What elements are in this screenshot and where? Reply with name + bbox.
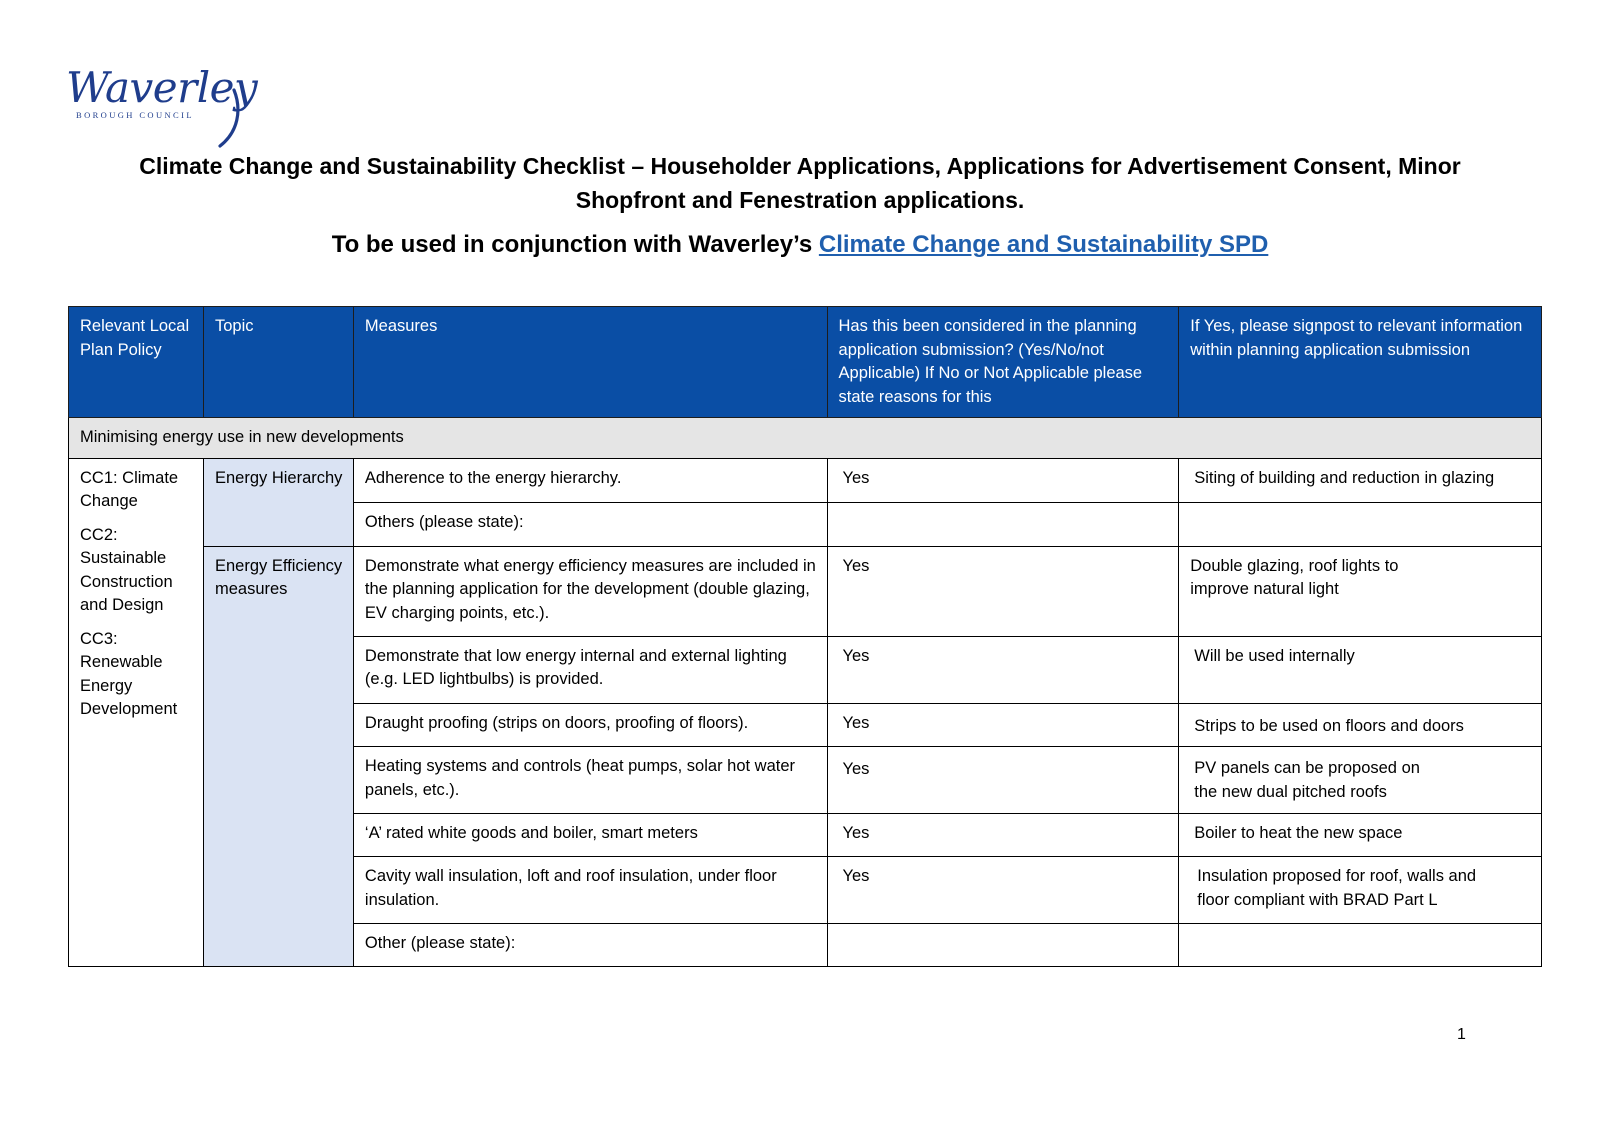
policy-cc1: CC1: Climate Change: [80, 468, 179, 510]
policy-cc3: CC3: Renewable Energy Development: [80, 629, 178, 718]
header-considered: Has this been considered in the planning application submission? (Yes/No/not Applicable) If No or Not Applicable please state reasons for this: [827, 307, 1179, 418]
policy-cell: [69, 458, 204, 967]
signpost-cell[interactable]: [1179, 747, 1542, 814]
considered-cell[interactable]: Yes: [827, 814, 1179, 857]
measure-cell: Heating systems and controls (heat pumps, solar hot water panels, etc.).: [353, 747, 827, 814]
subtitle-prefix: To be used in conjunction with Waverley’s: [331, 231, 813, 258]
signpost-line: Double glazing, roof lights to: [1190, 556, 1399, 575]
logo-wordmark: Waverley: [66, 63, 258, 112]
table-header-row: [69, 307, 1542, 418]
considered-cell[interactable]: Yes: [827, 458, 1179, 502]
signpost-cell[interactable]: Will be used internally: [1179, 636, 1542, 703]
considered-cell[interactable]: Yes: [827, 857, 1179, 924]
considered-cell[interactable]: [827, 502, 1179, 546]
signpost-cell[interactable]: Siting of building and reduction in glazing: [1179, 458, 1542, 502]
measure-cell: Draught proofing (strips on doors, proofing of floors).: [353, 703, 827, 747]
section-row: [69, 418, 1542, 459]
header-topic: Topic: [203, 307, 353, 418]
table-row: [69, 458, 1542, 502]
measure-cell: Adherence to the energy hierarchy.: [353, 458, 827, 502]
signpost-cell[interactable]: [1179, 502, 1542, 546]
header-signpost: If Yes, please signpost to relevant information within planning application submission: [1179, 307, 1542, 418]
document-title: [90, 149, 1510, 217]
topic-energy-hierarchy: Energy Hierarchy: [203, 458, 353, 546]
title-line-1: Climate Change and Sustainability Checklist – Householder Applications, Applications for Advertisement Consent, Minor: [139, 153, 1461, 179]
considered-cell[interactable]: [827, 924, 1179, 967]
section-heading: Minimising energy use in new developments: [69, 418, 1542, 459]
measure-cell: Demonstrate what energy efficiency measures are included in the planning application for the development (double glazing, EV charging points, etc.).: [353, 546, 827, 636]
measure-cell: Cavity wall insulation, loft and roof insulation, under floor insulation.: [353, 857, 827, 924]
table-row: [69, 546, 1542, 636]
considered-cell[interactable]: Yes: [827, 636, 1179, 703]
considered-cell[interactable]: Yes: [827, 747, 1179, 814]
measure-cell: Demonstrate that low energy internal and external lighting (e.g. LED lightbulbs) is provided.: [353, 636, 827, 703]
document-subtitle: [90, 228, 1510, 262]
signpost-cell[interactable]: [1179, 546, 1542, 636]
measure-cell: Others (please state):: [353, 502, 827, 546]
logo-subtext: BOROUGH COUNCIL: [76, 110, 194, 120]
signpost-cell[interactable]: Strips to be used on floors and doors: [1179, 703, 1542, 747]
spd-link[interactable]: Climate Change and Sustainability SPD: [818, 231, 1269, 258]
signpost-line: floor compliant with BRAD Part L: [1197, 890, 1438, 909]
measure-cell: Other (please state):: [353, 924, 827, 967]
title-line-2: Shopfront and Fenestration applications.: [575, 187, 1025, 213]
signpost-line: Insulation proposed for roof, walls and: [1197, 867, 1477, 885]
page-number: 1: [1457, 1026, 1466, 1043]
signpost-cell[interactable]: Boiler to heat the new space: [1179, 814, 1542, 857]
header-measures: Measures: [353, 307, 827, 418]
waverley-logo: [66, 63, 258, 156]
signpost-line: PV panels can be proposed on: [1194, 759, 1420, 777]
considered-cell[interactable]: Yes: [827, 546, 1179, 636]
policy-cc2: CC2: Sustainable Construction and Design: [80, 525, 173, 614]
topic-energy-efficiency: Energy Efficiency measures: [203, 546, 353, 967]
signpost-line: the new dual pitched roofs: [1194, 782, 1387, 801]
signpost-cell[interactable]: [1179, 857, 1542, 924]
header-policy: Relevant Local Plan Policy: [69, 307, 204, 418]
checklist-table: [68, 306, 1542, 967]
considered-cell[interactable]: Yes: [827, 703, 1179, 747]
signpost-line: improve natural light: [1190, 580, 1339, 598]
logo-swoosh-icon: [216, 84, 246, 154]
signpost-cell[interactable]: [1179, 924, 1542, 967]
measure-cell: ‘A’ rated white goods and boiler, smart meters: [353, 814, 827, 857]
